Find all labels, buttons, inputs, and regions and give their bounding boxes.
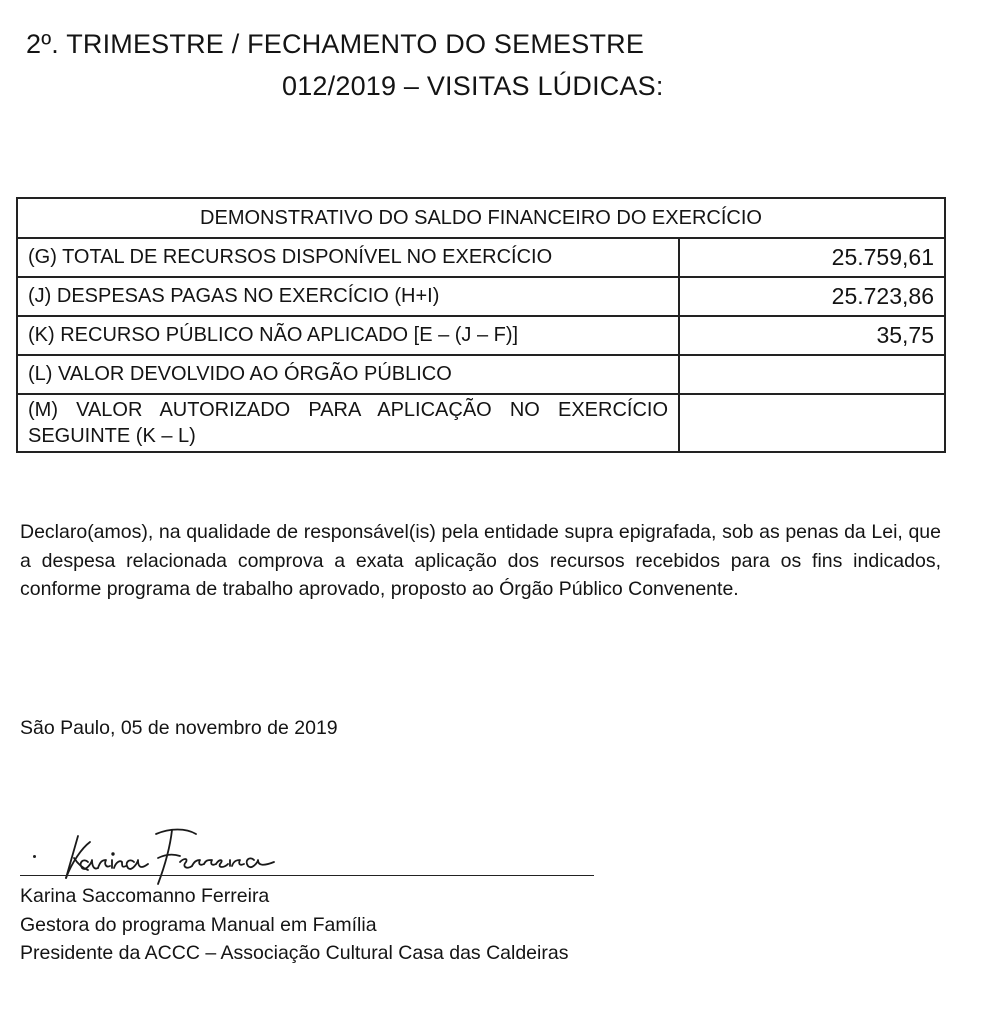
table-row bbox=[17, 355, 945, 394]
row-label-l: (L) VALOR DEVOLVIDO AO ÓRGÃO PÚBLICO bbox=[17, 355, 679, 394]
table-row bbox=[17, 238, 945, 277]
row-value-l bbox=[679, 355, 945, 394]
row-value-g: 25.759,61 bbox=[679, 238, 945, 277]
table-row bbox=[17, 316, 945, 355]
row-value-k: 35,75 bbox=[679, 316, 945, 355]
row-label-m: (M) VALOR AUTORIZADO PARA APLICAÇÃO NO EXERCÍCIO SEGUINTE (K – L) bbox=[17, 394, 679, 452]
row-value-m bbox=[679, 394, 945, 452]
signature-line bbox=[20, 875, 594, 876]
table-row bbox=[17, 394, 945, 452]
page-title-line2: 012/2019 – VISITAS LÚDICAS: bbox=[282, 71, 664, 101]
table-title: DEMONSTRATIVO DO SALDO FINANCEIRO DO EXERCÍCIO bbox=[17, 198, 945, 238]
row-label-g: (G) TOTAL DE RECURSOS DISPONÍVEL NO EXERCÍCIO bbox=[17, 238, 679, 277]
table-row bbox=[17, 277, 945, 316]
row-label-k: (K) RECURSO PÚBLICO NÃO APLICADO [E – (J – F)] bbox=[17, 316, 679, 355]
declaration-text: Declaro(amos), na qualidade de responsável(is) pela entidade supra epigrafada, sob as penas da Lei, que a despesa relacionada comprova a exata aplicação dos recursos recebidos para os fins indicados, conforme programa de trabalho aprovado, proposto ao Órgão Público Convenente. bbox=[20, 521, 941, 600]
signer-role: Gestora do programa Manual em Família bbox=[20, 914, 377, 936]
signer-organization: Presidente da ACCC – Associação Cultural Casa das Caldeiras bbox=[20, 942, 569, 964]
signer-name: Karina Saccomanno Ferreira bbox=[20, 885, 270, 907]
signature-dot bbox=[33, 855, 36, 858]
row-value-j: 25.723,86 bbox=[679, 277, 945, 316]
table-header-row bbox=[17, 198, 945, 238]
financial-balance-table bbox=[16, 197, 946, 453]
page-title-line1: 2º. TRIMESTRE / FECHAMENTO DO SEMESTRE bbox=[26, 29, 645, 59]
row-label-j: (J) DESPESAS PAGAS NO EXERCÍCIO (H+I) bbox=[17, 277, 679, 316]
place-date: São Paulo, 05 de novembro de 2019 bbox=[20, 717, 338, 739]
